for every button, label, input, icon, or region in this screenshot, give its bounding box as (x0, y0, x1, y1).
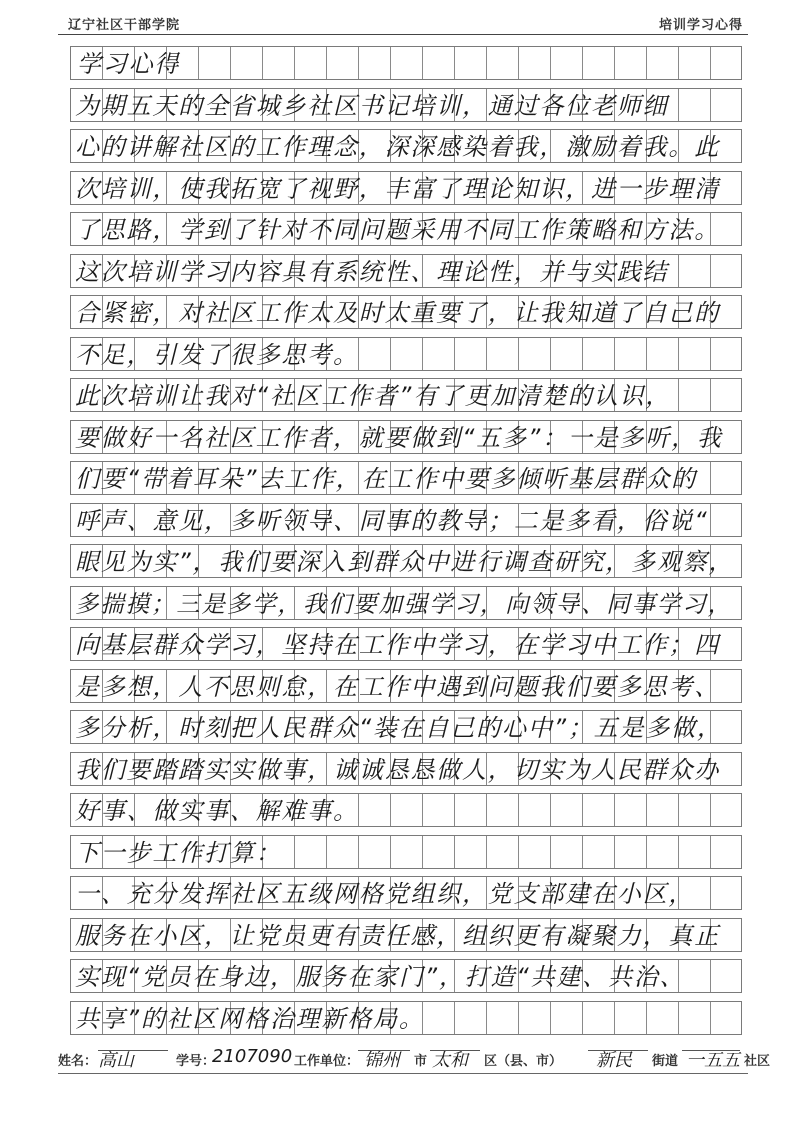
work-unit-label: 工作单位： (294, 1054, 360, 1069)
student-id-label: 学号： (176, 1054, 216, 1069)
essay-line-row (70, 835, 742, 869)
essay-line-text: 这次培训学习内容具有系统性、理论性，并与实践结 (75, 257, 669, 286)
essay-line-row (70, 171, 742, 205)
essay-line-row (70, 420, 742, 454)
essay-line-row (70, 710, 742, 744)
essay-title-row (70, 46, 742, 80)
name-underline (98, 1050, 168, 1051)
essay-line-row (70, 337, 742, 371)
essay-line-text: 呼声、意见，多听领导、同事的教导；二是多看，俗说“ (75, 506, 709, 535)
essay-line-row (70, 254, 742, 288)
district-underline (430, 1050, 480, 1051)
essay-line-text: 为期五天的全省城乡社区书记培训，通过各位老师细 (75, 91, 669, 120)
essay-line-row (70, 752, 742, 786)
essay-line-row (70, 295, 742, 329)
essay-line-text: 们要“带着耳朵”去工作，在工作中要多倾听基层群众的 (75, 465, 697, 493)
essay-line-row (70, 627, 742, 661)
street-value: 新民 (596, 1050, 632, 1071)
essay-line-row (70, 503, 742, 537)
essay-line-row (70, 918, 742, 952)
essay-line-text: 是多想，人不思则怠，在工作中遇到问题我们要多思考、 (75, 672, 720, 701)
essay-line-text: 多分析，时刻把人民群众“装在自己的心中”；五是多做， (75, 714, 723, 742)
community-suffix: 社区 (744, 1054, 771, 1069)
name-label: 姓名： (58, 1054, 98, 1069)
essay-line-text: 不足，引发了很多思考。 (75, 340, 359, 369)
essay-line-text: 要做好一名社区工作者，就要做到“五多”：一是多听，我 (75, 423, 723, 452)
essay-line-row (70, 88, 742, 122)
essay-line-text: 心的讲解社区的工作理念，深深感染着我，激励着我。此 (75, 133, 720, 161)
district-value: 太和 (432, 1050, 468, 1071)
district-suffix: 区（县、市） (484, 1054, 563, 1069)
student-info-footer (58, 1046, 771, 1071)
essay-line-row (70, 544, 742, 578)
header-divider (58, 34, 748, 35)
essay-line-text: 眼见为实”，我们要深入到群众中进行调查研究，多观察， (75, 548, 735, 576)
form-title: 培训学习心得 (658, 18, 743, 33)
essay-line-row (70, 876, 742, 910)
essay-line-text: 我们要踏踏实实做事，诚诚恳恳做人，切实为人民群众办 (75, 755, 720, 784)
essay-line-text: 服务在小区，让党员更有责任感，组织更有凝聚力，真正 (75, 921, 720, 950)
city-suffix: 市 (414, 1054, 428, 1069)
community-underline (682, 1050, 740, 1051)
essay-line-row (70, 461, 742, 495)
essay-line-row (70, 1001, 742, 1035)
essay-line-row (70, 669, 742, 703)
street-suffix: 街道 (652, 1054, 679, 1069)
community-value: 一五五 (686, 1050, 740, 1071)
essay-line-row (70, 129, 742, 163)
essay-line-text: 了思路，学到了针对不同问题采用不同工作策略和方法。 (75, 216, 720, 244)
essay-line-row (70, 793, 742, 827)
essay-title: 学习心得 (77, 50, 181, 78)
essay-line-row (70, 586, 742, 620)
essay-line-row (70, 212, 742, 246)
city-value: 锦州 (364, 1050, 400, 1071)
essay-line-text: 共享”的社区网格治理新格局。 (75, 1004, 425, 1033)
manuscript-grid (70, 46, 742, 1040)
institution-name: 辽宁社区干部学院 (68, 18, 181, 33)
name-value: 高山 (98, 1050, 134, 1071)
essay-line-text: 好事、做实事、解难事。 (75, 797, 359, 825)
essay-line-text: 向基层群众学习，坚持在工作中学习，在学习中工作；四 (75, 631, 720, 659)
street-underline (588, 1050, 648, 1051)
essay-line-row (70, 959, 742, 993)
essay-line-text: 下一步工作打算： (75, 838, 282, 867)
essay-line-text: 此次培训让我对“社区工作者”有了更加清楚的认识， (75, 382, 672, 410)
page-header (58, 10, 743, 34)
essay-line-text: 合紧密，对社区工作太及时太重要了，让我知道了自己的 (75, 299, 720, 327)
essay-line-row (70, 378, 742, 412)
essay-line-text: 一、充分发挥社区五级网格党组织，党支部建在小区， (75, 880, 695, 908)
essay-line-text: 多揣摸；三是多学，我们要加强学习，向领导、同事学习， (75, 589, 733, 618)
essay-line-text: 次培训，使我拓宽了视野，丰富了理论知识，进一步理清 (75, 174, 720, 203)
footer-divider (58, 1073, 748, 1074)
student-id-value: 2107090 (212, 1046, 293, 1067)
city-underline (358, 1050, 410, 1051)
essay-line-text: 实现“党员在身边，服务在家门”，打造“共建、共治、 (75, 963, 686, 991)
